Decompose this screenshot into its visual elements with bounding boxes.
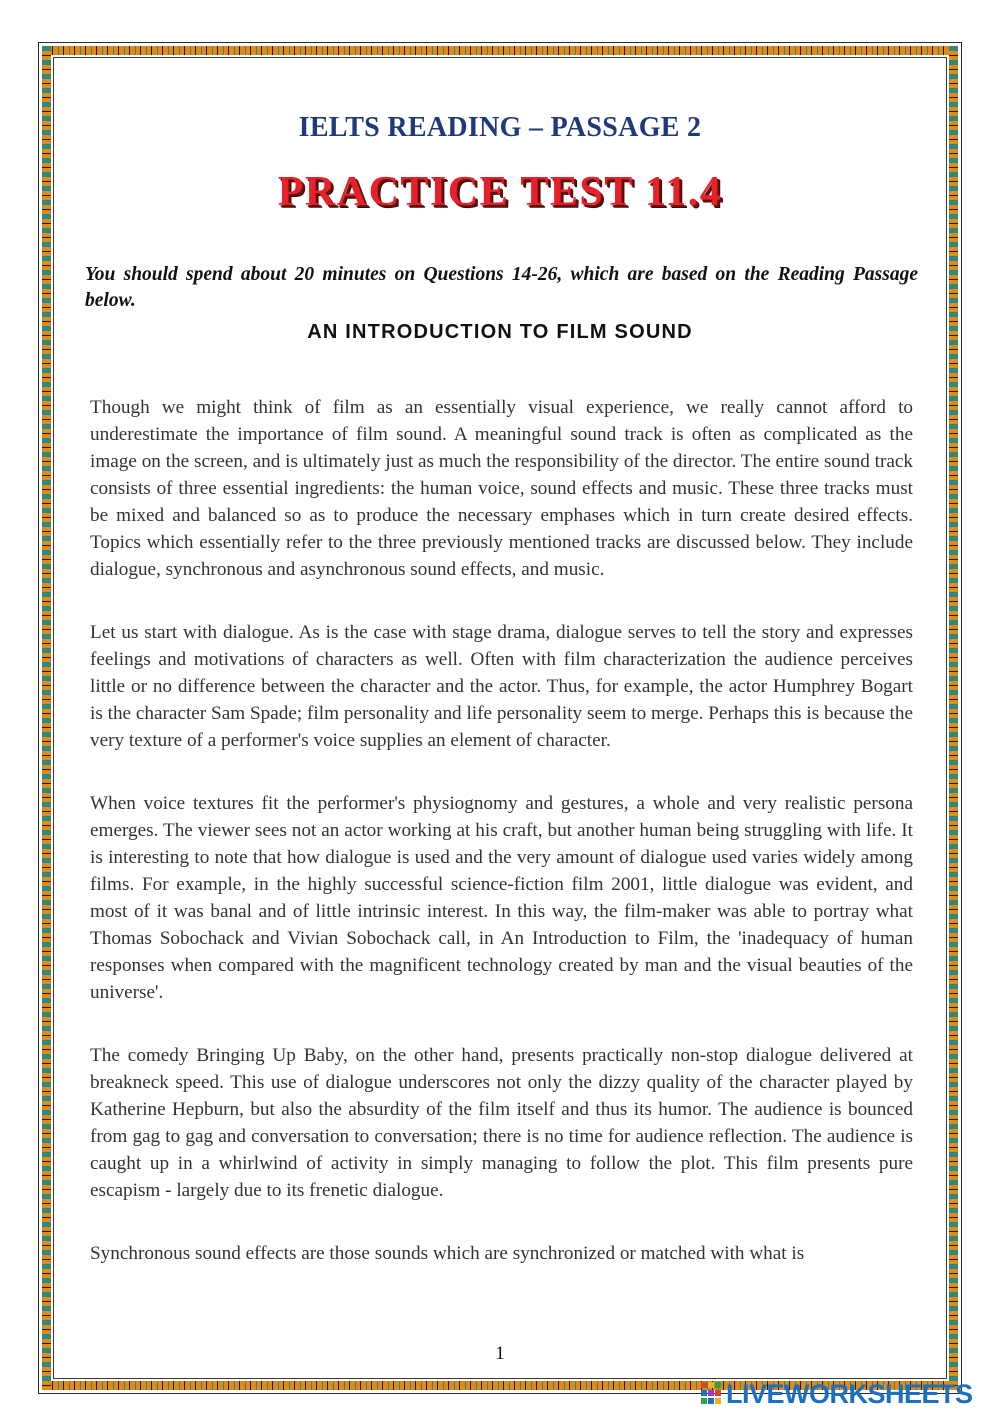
- watermark: [700, 1376, 973, 1412]
- practice-test-title: PRACTICE TEST 11.4: [277, 169, 723, 215]
- instructions: You should spend about 20 minutes on Questions 14-26, which are based on the Reading Passage below.: [85, 264, 918, 311]
- paragraph-1: Though we might think of film as an essentially visual experience, we really cannot afford to underestimate the importance of film sound. A meaningful sound track is often as complicated as the image on the screen, and is ultimately just as much the responsibility of the director. The entire sound track consists of three essential ingredients: the human voice, sound effects and music. These three tracks must be mixed and balanced so as to produce the necessary emphases which in turn create desired effects. Topics which essentially refer to the three previously mentioned tracks are discussed below. They include dialogue, synchronous and asynchronous sound effects, and music.: [90, 397, 913, 580]
- liveworksheets-logo-icon: [700, 1381, 722, 1407]
- page-number: 1: [495, 1343, 505, 1364]
- passage-heading: AN INTRODUCTION TO FILM SOUND: [307, 321, 693, 343]
- paragraph-2: Let us start with dialogue. As is the case with stage drama, dialogue serves to tell the story and expresses feelings and motivations of characters as well. Often with film characterization the audience perceives little or no difference between the character and the actor. Thus, for example, the actor Humphrey Bogart is the character Sam Spade; film personality and life personality seem to merge. Perhaps this is because the very texture of a performer's voice supplies an element of character.: [90, 622, 913, 751]
- page-title: IELTS READING – PASSAGE 2: [298, 112, 702, 143]
- passage-body: [90, 394, 913, 1267]
- paragraph-3: When voice textures fit the performer's physiognomy and gestures, a whole and very realistic persona emerges. The viewer sees not an actor working at his craft, but another human being struggling with life. It is interesting to note that how dialogue is used and the very amount of dialogue used varies widely among films. For example, in the highly successful science-fiction film 2001, little dialogue was evident, and most of it was banal and of little intrinsic interest. In this way, the film-maker was able to portray what Thomas Sobochack and Vivian Sobochack call, in An Introduction to Film, the 'inadequacy of human responses when compared with the magnificent technology created by man and the visual beauties of the universe'.: [90, 793, 913, 1003]
- border-strip-top: [42, 46, 958, 55]
- watermark-text: LIVEWORKSHEETS: [726, 1378, 973, 1409]
- paragraph-5: Synchronous sound effects are those sounds which are synchronized or matched with what is: [90, 1243, 805, 1264]
- border-strip-right: [949, 46, 958, 1390]
- border-strip-left: [42, 46, 51, 1390]
- paragraph-4: The comedy Bringing Up Baby, on the other hand, presents practically non-stop dialogue delivered at breakneck speed. This use of dialogue underscores not only the dizzy quality of the character played by Katherine Hepburn, but also the absurdity of the film itself and thus its humor. The audience is bounced from gag to gag and conversation to conversation; there is no time for audience reflection. The audience is caught up in a whirlwind of activity in simply managing to follow the plot. This film presents pure escapism - largely due to its frenetic dialogue.: [90, 1045, 913, 1201]
